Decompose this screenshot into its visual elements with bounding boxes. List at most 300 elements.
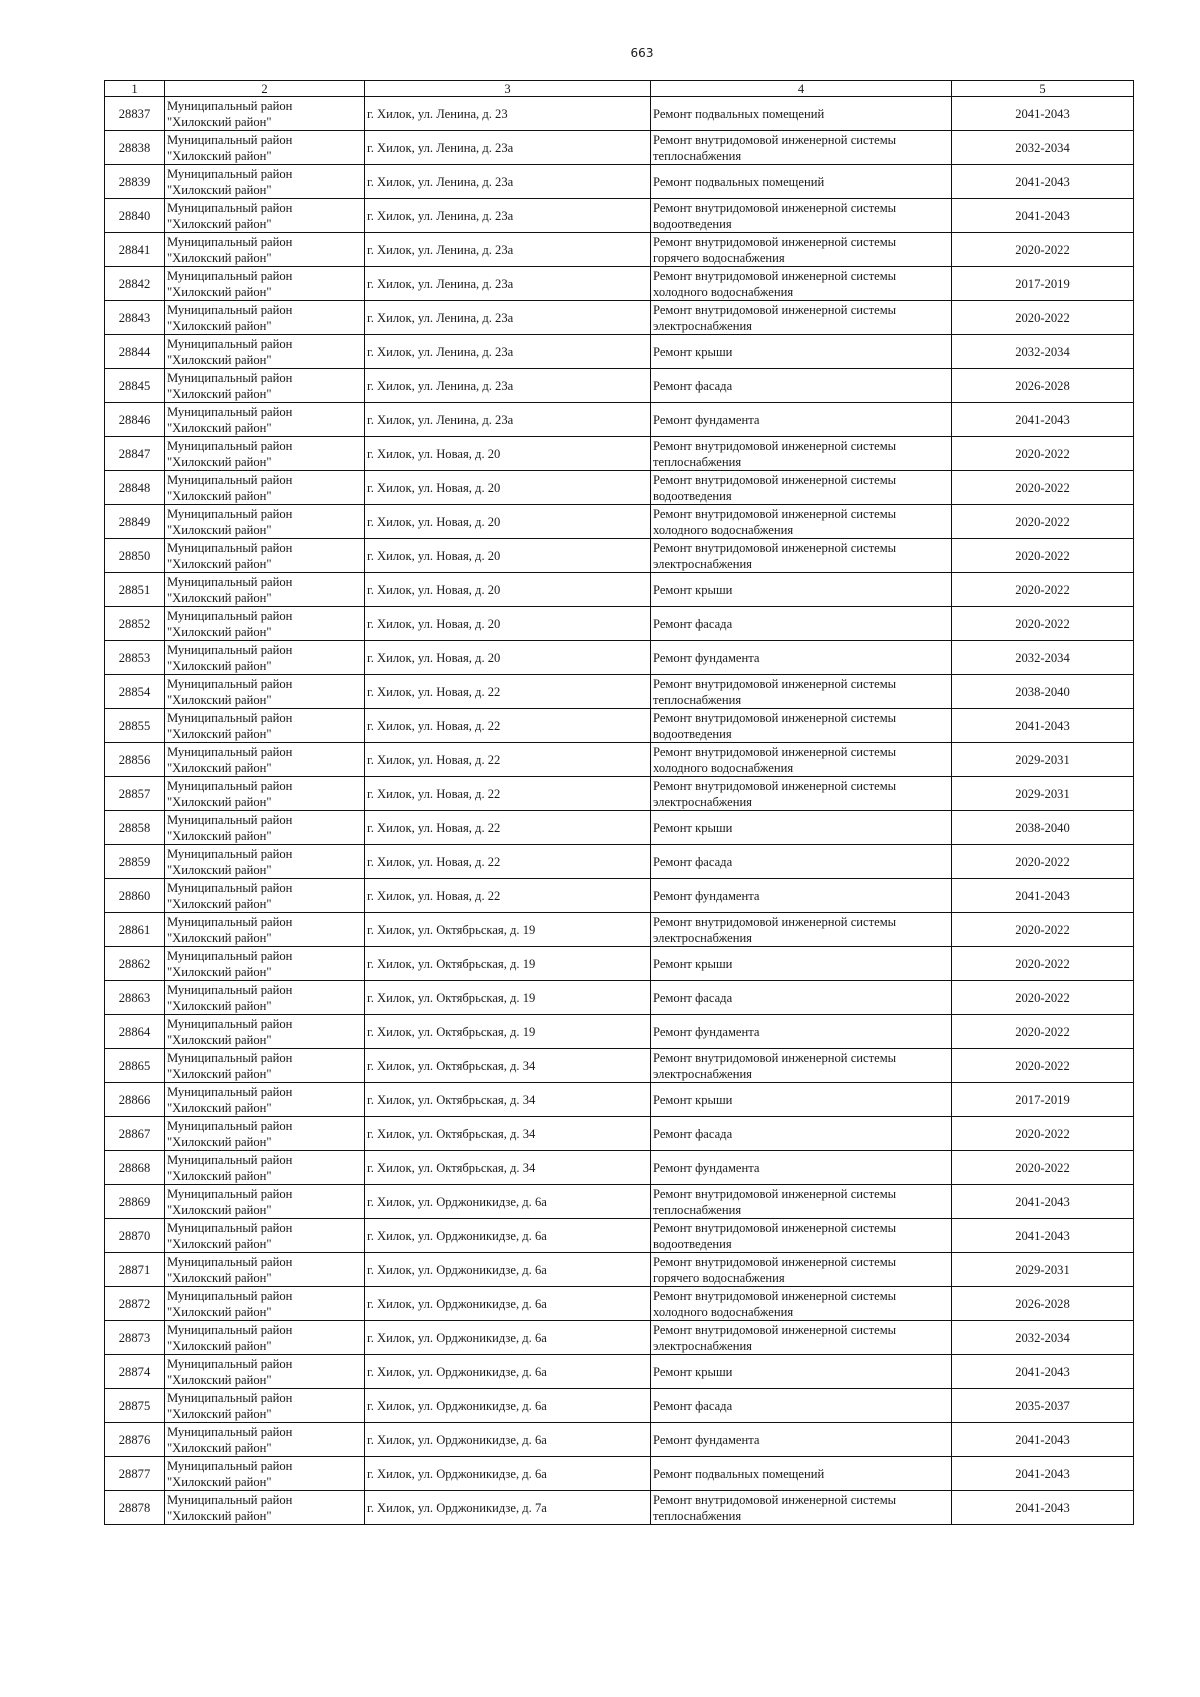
row-number: 28876 [118,1432,151,1447]
row-number-cell [105,947,165,981]
table-row [105,1321,1134,1355]
period-cell [952,675,1134,709]
district-text: "Хилокский район" [167,590,272,605]
district-text: "Хилокский район" [167,1440,272,1455]
period-text: 2020-2022 [1015,446,1070,461]
work-type-text: теплоснабжения [653,454,742,469]
period-text: 2032-2034 [1015,140,1070,155]
address-cell [365,1287,651,1321]
district-text: Муниципальный район [167,574,293,589]
address-text: г. Хилок, ул. Новая, д. 20 [367,446,501,461]
district-text: Муниципальный район [167,1390,293,1405]
address-text: г. Хилок, ул. Октябрьская, д. 34 [367,1126,536,1141]
district-text: Муниципальный район [167,166,293,181]
period-text: 2041-2043 [1015,1194,1070,1209]
address-text: г. Хилок, ул. Орджоникидзе, д. 6а [367,1466,547,1481]
period-cell [952,1049,1134,1083]
work-type-cell [651,1151,952,1185]
row-number: 28863 [118,990,151,1005]
period-cell [952,199,1134,233]
district-cell [165,947,365,981]
row-number: 28875 [118,1398,151,1413]
row-number: 28869 [118,1194,151,1209]
column-header-period: 5 [952,81,1134,97]
row-number-cell [105,607,165,641]
address-cell [365,267,651,301]
district-text: Муниципальный район [167,1186,293,1201]
row-number: 28838 [118,140,151,155]
table-row [105,913,1134,947]
work-type-text: Ремонт фасада [653,1126,733,1141]
work-type-text: Ремонт внутридомовой инженерной системы [653,676,897,691]
address-cell [365,471,651,505]
row-number-cell [105,845,165,879]
district-cell [165,913,365,947]
district-text: Муниципальный район [167,540,293,555]
period-cell [952,403,1134,437]
table-row [105,471,1134,505]
work-type-text: Ремонт внутридомовой инженерной системы [653,1288,897,1303]
district-text: Муниципальный район [167,1016,293,1031]
district-text: "Хилокский район" [167,386,272,401]
period-text: 2026-2028 [1015,378,1070,393]
district-text: Муниципальный район [167,1118,293,1133]
column-header-district: 2 [165,81,365,97]
district-text: Муниципальный район [167,200,293,215]
address-text: г. Хилок, ул. Новая, д. 20 [367,582,501,597]
district-text: Муниципальный район [167,1050,293,1065]
table-row [105,811,1134,845]
table-row [105,1015,1134,1049]
row-number-cell [105,675,165,709]
row-number-cell [105,1151,165,1185]
period-text: 2029-2031 [1015,752,1070,767]
work-type-text: Ремонт фундамента [653,1160,760,1175]
district-text: Муниципальный район [167,1254,293,1269]
row-number: 28877 [118,1466,151,1481]
row-number: 28839 [118,174,151,189]
period-cell [952,607,1134,641]
district-cell [165,709,365,743]
row-number: 28850 [118,548,151,563]
address-cell [365,1083,651,1117]
period-text: 2017-2019 [1015,1092,1070,1107]
address-cell [365,845,651,879]
work-type-cell [651,709,952,743]
period-text: 2035-2037 [1015,1398,1070,1413]
address-text: г. Хилок, ул. Ленина, д. 23 [367,106,508,121]
address-text: г. Хилок, ул. Орджоникидзе, д. 6а [367,1296,547,1311]
address-cell [365,777,651,811]
address-text: г. Хилок, ул. Октябрьская, д. 34 [367,1092,536,1107]
work-type-text: Ремонт внутридомовой инженерной системы [653,1186,897,1201]
repair-schedule-table [104,80,1134,1525]
district-cell [165,301,365,335]
period-cell [952,947,1134,981]
table-row [105,539,1134,573]
address-text: г. Хилок, ул. Ленина, д. 23а [367,140,514,155]
district-text: Муниципальный район [167,778,293,793]
period-cell [952,1219,1134,1253]
table-row [105,505,1134,539]
row-number-cell [105,233,165,267]
row-number: 28852 [118,616,151,631]
work-type-cell [651,1015,952,1049]
work-type-text: Ремонт фундамента [653,1024,760,1039]
row-number-cell [105,437,165,471]
district-text: "Хилокский район" [167,352,272,367]
row-number-cell [105,879,165,913]
work-type-text: горячего водоснабжения [653,1270,785,1285]
row-number-cell [105,199,165,233]
period-cell [952,1355,1134,1389]
row-number-cell [105,1389,165,1423]
district-text: "Хилокский район" [167,1168,272,1183]
table-row [105,335,1134,369]
district-cell [165,675,365,709]
work-type-text: Ремонт крыши [653,344,733,359]
table-row [105,97,1134,131]
row-number: 28862 [118,956,151,971]
row-number: 28871 [118,1262,151,1277]
period-cell [952,267,1134,301]
district-text: "Хилокский район" [167,284,272,299]
row-number: 28878 [118,1500,151,1515]
district-text: "Хилокский район" [167,794,272,809]
district-cell [165,1253,365,1287]
row-number-cell [105,301,165,335]
district-text: "Хилокский район" [167,1508,272,1523]
row-number-cell [105,913,165,947]
work-type-text: Ремонт крыши [653,582,733,597]
district-cell [165,1457,365,1491]
period-cell [952,879,1134,913]
work-type-text: Ремонт внутридомовой инженерной системы [653,268,897,283]
address-text: г. Хилок, ул. Новая, д. 22 [367,888,501,903]
work-type-text: холодного водоснабжения [653,522,794,537]
row-number-cell [105,1287,165,1321]
address-text: г. Хилок, ул. Ленина, д. 23а [367,242,514,257]
work-type-cell [651,811,952,845]
period-text: 2041-2043 [1015,208,1070,223]
work-type-cell [651,233,952,267]
period-cell [952,777,1134,811]
row-number: 28847 [118,446,151,461]
work-type-cell [651,1457,952,1491]
district-cell [165,1287,365,1321]
address-cell [365,403,651,437]
row-number: 28874 [118,1364,151,1379]
district-text: Муниципальный район [167,744,293,759]
table-row [105,165,1134,199]
period-cell [952,1117,1134,1151]
period-text: 2020-2022 [1015,582,1070,597]
period-cell [952,165,1134,199]
address-text: г. Хилок, ул. Октябрьская, д. 19 [367,1024,536,1039]
work-type-text: Ремонт крыши [653,956,733,971]
row-number-cell [105,1457,165,1491]
address-text: г. Хилок, ул. Новая, д. 20 [367,548,501,563]
work-type-cell [651,573,952,607]
address-cell [365,607,651,641]
district-text: "Хилокский район" [167,1032,272,1047]
table-row [105,233,1134,267]
work-type-text: Ремонт внутридомовой инженерной системы [653,132,897,147]
district-text: "Хилокский район" [167,1372,272,1387]
period-cell [952,1389,1134,1423]
row-number-cell [105,131,165,165]
address-text: г. Хилок, ул. Новая, д. 20 [367,650,501,665]
address-cell [365,947,651,981]
work-type-text: водоотведения [653,1236,732,1251]
district-cell [165,369,365,403]
address-text: г. Хилок, ул. Орджоникидзе, д. 6а [367,1262,547,1277]
column-header-work: 4 [651,81,952,97]
district-text: Муниципальный район [167,846,293,861]
district-text: "Хилокский район" [167,1270,272,1285]
district-cell [165,573,365,607]
table-row [105,981,1134,1015]
period-text: 2032-2034 [1015,1330,1070,1345]
address-cell [365,1185,651,1219]
work-type-cell [651,1287,952,1321]
table-row [105,199,1134,233]
period-cell [952,913,1134,947]
period-cell [952,505,1134,539]
district-text: "Хилокский район" [167,930,272,945]
period-cell [952,1423,1134,1457]
table-row [105,403,1134,437]
row-number-cell [105,1049,165,1083]
period-text: 2020-2022 [1015,616,1070,631]
address-cell [365,131,651,165]
address-text: г. Хилок, ул. Ленина, д. 23а [367,378,514,393]
row-number: 28843 [118,310,151,325]
row-number: 28872 [118,1296,151,1311]
row-number-cell [105,1185,165,1219]
table-body [105,97,1134,1525]
work-type-cell [651,607,952,641]
table-row [105,709,1134,743]
district-text: Муниципальный район [167,1356,293,1371]
district-text: Муниципальный район [167,98,293,113]
district-cell [165,1355,365,1389]
period-text: 2029-2031 [1015,1262,1070,1277]
district-text: "Хилокский район" [167,998,272,1013]
table-row [105,947,1134,981]
work-type-cell [651,1491,952,1525]
work-type-text: Ремонт внутридомовой инженерной системы [653,506,897,521]
district-text: Муниципальный район [167,1220,293,1235]
address-cell [365,981,651,1015]
district-text: "Хилокский район" [167,964,272,979]
period-cell [952,233,1134,267]
address-text: г. Хилок, ул. Новая, д. 22 [367,854,501,869]
work-type-cell [651,641,952,675]
table-row [105,743,1134,777]
period-text: 2020-2022 [1015,514,1070,529]
district-text: Муниципальный район [167,1084,293,1099]
district-cell [165,641,365,675]
district-text: "Хилокский район" [167,1100,272,1115]
work-type-text: Ремонт подвальных помещений [653,106,825,121]
table-row [105,1185,1134,1219]
address-cell [365,1117,651,1151]
table-row [105,1423,1134,1457]
period-cell [952,1321,1134,1355]
work-type-text: электроснабжения [653,318,752,333]
column-header-number: 1 [105,81,165,97]
address-cell [365,743,651,777]
period-cell [952,1151,1134,1185]
district-text: "Хилокский район" [167,828,272,843]
period-cell [952,437,1134,471]
work-type-cell [651,1355,952,1389]
work-type-text: Ремонт внутридомовой инженерной системы [653,1322,897,1337]
row-number-cell [105,1321,165,1355]
row-number: 28866 [118,1092,151,1107]
period-text: 2020-2022 [1015,990,1070,1005]
work-type-text: Ремонт внутридомовой инженерной системы [653,540,897,555]
address-text: г. Хилок, ул. Новая, д. 20 [367,616,501,631]
work-type-text: холодного водоснабжения [653,760,794,775]
row-number: 28837 [118,106,151,121]
period-text: 2020-2022 [1015,242,1070,257]
period-cell [952,743,1134,777]
district-cell [165,505,365,539]
district-text: "Хилокский район" [167,488,272,503]
table-row [105,131,1134,165]
row-number: 28840 [118,208,151,223]
district-cell [165,131,365,165]
work-type-text: Ремонт фундамента [653,1432,760,1447]
work-type-text: Ремонт внутридомовой инженерной системы [653,1220,897,1235]
period-text: 2032-2034 [1015,344,1070,359]
district-cell [165,1219,365,1253]
period-cell [952,1083,1134,1117]
district-cell [165,743,365,777]
district-text: Муниципальный район [167,642,293,657]
district-text: "Хилокский район" [167,1134,272,1149]
work-type-text: электроснабжения [653,930,752,945]
work-type-text: Ремонт фундамента [653,650,760,665]
district-text: "Хилокский район" [167,692,272,707]
period-text: 2029-2031 [1015,786,1070,801]
work-type-cell [651,1117,952,1151]
district-text: Муниципальный район [167,472,293,487]
district-text: "Хилокский район" [167,556,272,571]
district-text: Муниципальный район [167,438,293,453]
work-type-cell [651,267,952,301]
district-text: "Хилокский район" [167,726,272,741]
row-number-cell [105,641,165,675]
table-row [105,777,1134,811]
address-cell [365,335,651,369]
district-text: Муниципальный район [167,1288,293,1303]
work-type-text: электроснабжения [653,1338,752,1353]
period-cell [952,1185,1134,1219]
work-type-cell [651,471,952,505]
address-cell [365,1321,651,1355]
address-cell [365,1049,651,1083]
period-cell [952,981,1134,1015]
address-cell [365,301,651,335]
work-type-cell [651,675,952,709]
work-type-cell [651,1083,952,1117]
period-text: 2020-2022 [1015,1058,1070,1073]
row-number-cell [105,403,165,437]
work-type-text: теплоснабжения [653,148,742,163]
period-cell [952,845,1134,879]
table-row [105,641,1134,675]
address-cell [365,879,651,913]
work-type-text: Ремонт фасада [653,1398,733,1413]
address-cell [365,913,651,947]
work-type-text: Ремонт внутридомовой инженерной системы [653,778,897,793]
district-text: Муниципальный район [167,404,293,419]
row-number: 28864 [118,1024,151,1039]
address-cell [365,1219,651,1253]
row-number-cell [105,1253,165,1287]
address-text: г. Хилок, ул. Новая, д. 22 [367,752,501,767]
row-number: 28870 [118,1228,151,1243]
district-text: "Хилокский район" [167,1236,272,1251]
district-cell [165,335,365,369]
work-type-text: Ремонт внутридомовой инженерной системы [653,234,897,249]
work-type-cell [651,1185,952,1219]
row-number: 28849 [118,514,151,529]
period-text: 2041-2043 [1015,106,1070,121]
work-type-text: Ремонт внутридомовой инженерной системы [653,744,897,759]
work-type-text: теплоснабжения [653,1508,742,1523]
table-row [105,573,1134,607]
address-cell [365,675,651,709]
work-type-text: Ремонт подвальных помещений [653,1466,825,1481]
district-text: "Хилокский район" [167,1338,272,1353]
address-text: г. Хилок, ул. Ленина, д. 23а [367,276,514,291]
row-number-cell [105,573,165,607]
period-text: 2038-2040 [1015,684,1070,699]
period-text: 2038-2040 [1015,820,1070,835]
address-text: г. Хилок, ул. Орджоникидзе, д. 6а [367,1432,547,1447]
district-cell [165,437,365,471]
district-cell [165,981,365,1015]
row-number: 28867 [118,1126,151,1141]
row-number-cell [105,505,165,539]
row-number-cell [105,1423,165,1457]
district-cell [165,1491,365,1525]
address-cell [365,1015,651,1049]
table-row [105,675,1134,709]
work-type-text: электроснабжения [653,556,752,571]
address-cell [365,233,651,267]
work-type-text: теплоснабжения [653,692,742,707]
work-type-cell [651,301,952,335]
district-cell [165,471,365,505]
address-cell [365,1253,651,1287]
district-text: "Хилокский район" [167,454,272,469]
district-text: Муниципальный район [167,1492,293,1507]
district-text: "Хилокский район" [167,1304,272,1319]
district-cell [165,1185,365,1219]
district-text: "Хилокский район" [167,148,272,163]
work-type-text: Ремонт фасада [653,854,733,869]
period-text: 2041-2043 [1015,1228,1070,1243]
table-row [105,607,1134,641]
table-row [105,1083,1134,1117]
work-type-cell [651,777,952,811]
district-text: "Хилокский район" [167,420,272,435]
